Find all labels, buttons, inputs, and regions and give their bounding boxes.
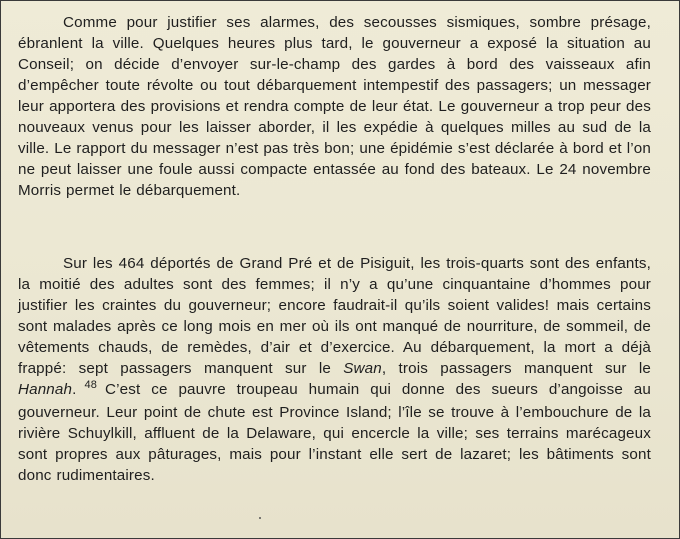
paragraph-1: Comme pour justifier ses alarmes, des secousses sismiques, sombre présage, ébranlent la ville. Quelques heures plus tard, le gouverneur a exposé la situation au Conseil; on décide d’envoyer sur-le-champ des gardes à bord des vaisseaux afin d’empêcher toute révolte ou tout débarquement intempestif des passagers; un messager leur apportera des provisions et rendra compte de leur état. Le gouverneur a trop peur des nouveaux venus pour les laisser aborder, il les expédie à quelques milles au sud de la ville. Le rapport du messager n’est pas très bon; une épidémie s’est déclarée à bord et l’on ne peut laisser une foule aussi compacte entassée au fond des bateaux. Le 24 novembre Morris permet le débarquement. — [18, 14, 651, 199]
paragraph-2-text-c: . — [72, 381, 77, 398]
paragraph-2 — [18, 253, 651, 486]
paragraph-2-text-b: , trois passagers manquent sur le — [381, 360, 651, 377]
ship-name-hannah: Hannah — [18, 381, 73, 398]
paragraph-2-text-a: Sur les 464 déportés de Grand Pré et de Pisiguit, les trois-quarts sont des enfants, la moitié des adultes sont des femmes; il n’y a qu’une cinquantaine d’hommes pour justifier les craintes du gouverneur; encore faudrait-il qu’ils soient valides! mais certains sont malades après ce long mois en mer où ils ont manqué de nourriture, de sommeil, de vêtements chauds, de remèdes, d’air et d’exercice. Au débarquement, la mort a déjà frappé: sept passagers manquent sur le — [18, 255, 651, 377]
footnote-reference: 48 — [84, 379, 98, 391]
ship-name-swan: Swan — [343, 360, 382, 377]
paragraph-2-text-d: C’est ce pauvre troupeau humain qui donne des sueurs d’angoisse au gouverneur. Leur point de chute est Province Island; l’île se trouve à l’embouchure de la rivière Schuylkill, affluent de la Delaware, qui encercle la ville; ses terrains marécageux sont propres aux pâturages, mais pour l’instant elle sert de lazaret; les bâtiments sont donc rudimentaires. — [18, 381, 651, 484]
paper-speck — [259, 517, 261, 519]
